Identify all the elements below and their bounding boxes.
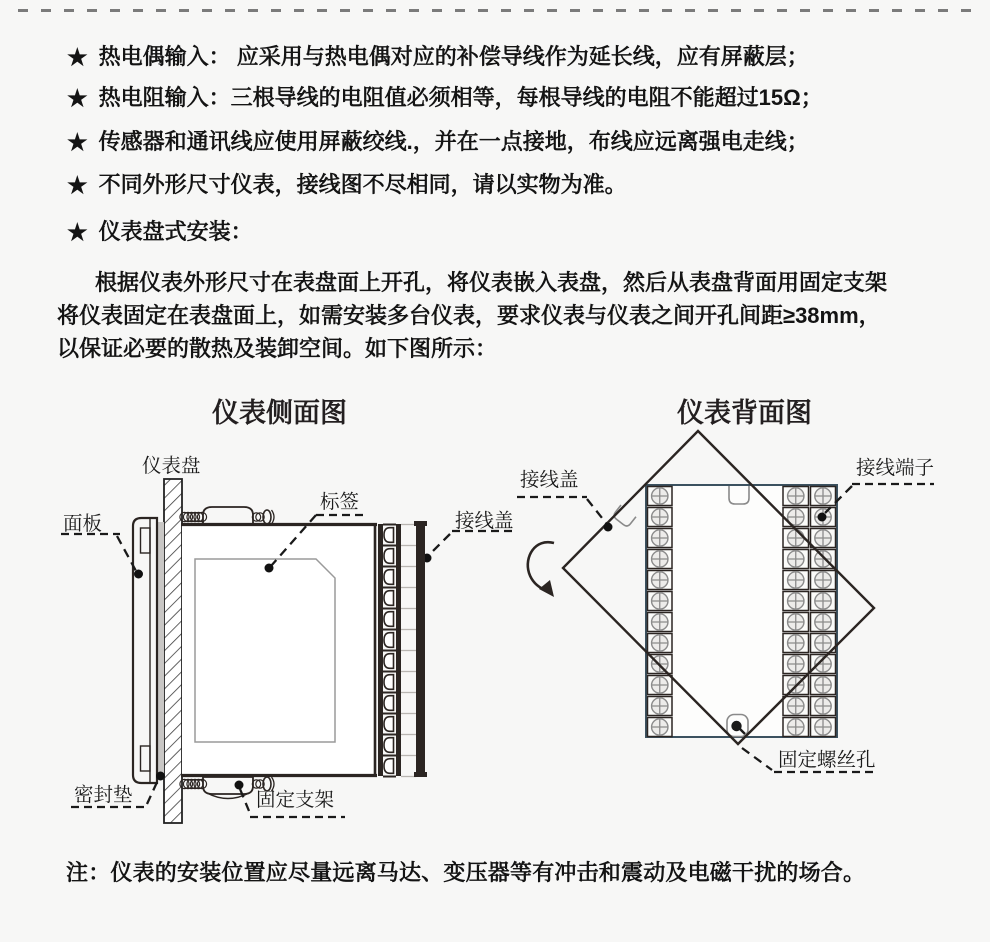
top-fixing-bracket: [180, 507, 274, 524]
back-view-figure: [517, 431, 934, 772]
star-bullet-icon: ★: [67, 219, 88, 245]
leader-dot: [156, 772, 165, 781]
star-bullet-icon: ★: [67, 85, 88, 111]
leader-dot: [134, 570, 143, 579]
bullet-text: 不同外形尺寸仪表，接线图不尽相同，请以实物为准。: [98, 172, 627, 197]
back-view-title: 仪表背面图: [677, 398, 812, 428]
wiring-cover-label: 接线盖: [455, 510, 514, 532]
bezel-clip: [141, 746, 151, 771]
connector-pin: [384, 591, 394, 606]
connector-pin: [384, 570, 394, 585]
connector-pin: [384, 612, 394, 627]
front-bezel: [133, 518, 157, 783]
screw-hole-label: 固定螺丝孔: [778, 749, 876, 771]
bullet-text: 仪表盘式安装：: [98, 219, 253, 244]
bracket-label: 固定支架: [256, 789, 335, 811]
instrument-body: [182, 524, 375, 776]
connector-pin: [384, 717, 394, 732]
wiring-cover-label: 接线盖: [520, 469, 579, 491]
star-bullet-icon: ★: [67, 44, 88, 70]
side-view-figure: [61, 455, 516, 823]
bottom-note: 注：仪表的安装位置应尽量远离马达、变压器等有冲击和震动及电磁干扰的场合。: [66, 860, 866, 885]
connector-pin: [384, 759, 394, 774]
mounting-panel: [164, 479, 182, 823]
paragraph-line: 根据仪表外形尺寸在表盘面上开孔，将仪表嵌入表盘，然后从表盘背面用固定支架: [95, 270, 888, 295]
rotate-arrow-icon: [528, 542, 554, 597]
connector-pin: [384, 696, 394, 711]
star-bullet-icon: ★: [67, 129, 88, 155]
connector-pin: [384, 675, 394, 690]
connector-pin: [384, 528, 394, 543]
terminal-rail: [396, 524, 401, 776]
gasket-label: 密封垫: [74, 784, 133, 806]
sticker-label: 标签: [320, 491, 360, 513]
leader-dot: [604, 523, 613, 532]
bezel-clip: [141, 528, 151, 553]
leader-dot: [818, 513, 827, 522]
block-notch: [729, 486, 749, 504]
bullet-text: 传感器和通讯线应使用屏蔽绞线.，并在一点接地，布线应远离强电走线；: [98, 129, 809, 154]
terminal-rail: [378, 524, 383, 776]
leader-dot: [235, 781, 244, 790]
side-view-title: 仪表侧面图: [212, 398, 347, 428]
front-panel-label: 面板: [63, 513, 103, 535]
connector-pin: [384, 633, 394, 648]
cover-notch: [612, 505, 636, 528]
star-bullet-icon: ★: [67, 172, 88, 198]
paragraph-line: 以保证必要的散热及装卸空间。如下图所示：: [57, 336, 498, 361]
paragraph-line: 将仪表固定在表盘面上，如需安装多台仪表，要求仪表与仪表之间开孔间距≥38mm，: [57, 303, 881, 328]
wiring-cover-bar: [416, 524, 425, 774]
connector-pin: [384, 549, 394, 564]
terminal-label: 接线端子: [856, 457, 935, 479]
bullet-text: 热电阻输入：三根导线的电阻值必须相等，每根导线的电阻不能超过15Ω；: [98, 85, 823, 110]
panel-label: 仪表盘: [142, 455, 201, 477]
bullet-text: 热电偶输入： 应采用与热电偶对应的补偿导线作为延长线，应有屏蔽层；: [98, 44, 809, 69]
leader-dot: [265, 564, 274, 573]
connector-pin: [384, 654, 394, 669]
connector-pin: [384, 738, 394, 753]
